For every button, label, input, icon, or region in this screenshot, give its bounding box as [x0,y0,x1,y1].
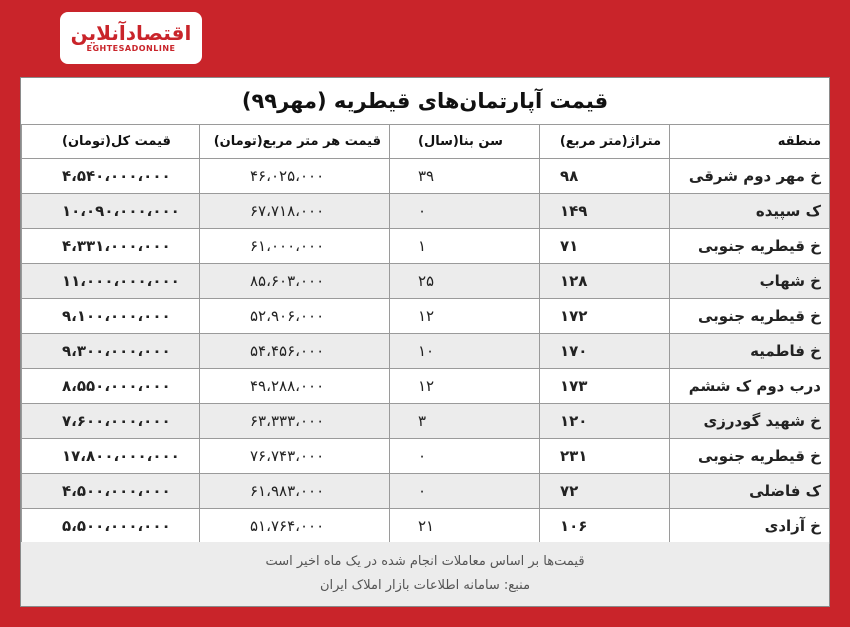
brand-logo[interactable] [60,12,202,64]
table-title: قیمت آپارتمان‌های قیطریه (مهر۹۹) [21,78,829,125]
cell-area: خ قیطریه جنوبی [670,229,830,264]
cell-price-per-meter: ۵۴،۴۵۶،۰۰۰ [200,334,390,369]
cell-size: ۱۷۲ [540,299,670,334]
cell-area: خ شهاب [670,264,830,299]
cell-age: ۱۲ [390,299,540,334]
cell-total-price: ۵،۵۰۰،۰۰۰،۰۰۰ [22,509,200,544]
cell-total-price: ۱۰،۰۹۰،۰۰۰،۰۰۰ [22,194,200,229]
cell-price-per-meter: ۵۲،۹۰۶،۰۰۰ [200,299,390,334]
cell-area: ک فاضلی [670,474,830,509]
footer-note: قیمت‌ها بر اساس معاملات انجام شده در یک ماه اخیر است [265,554,585,569]
cell-total-price: ۴،۵۴۰،۰۰۰،۰۰۰ [22,159,200,194]
cell-total-price: ۱۱،۰۰۰،۰۰۰،۰۰۰ [22,264,200,299]
table-row [22,299,830,334]
cell-size: ۱۰۶ [540,509,670,544]
cell-total-price: ۱۷،۸۰۰،۰۰۰،۰۰۰ [22,439,200,474]
cell-area: خ قیطریه جنوبی [670,439,830,474]
table-row [22,509,830,544]
table-header-row [22,125,830,159]
table-row [22,194,830,229]
cell-price-per-meter: ۴۹،۲۸۸،۰۰۰ [200,369,390,404]
cell-total-price: ۴،۳۳۱،۰۰۰،۰۰۰ [22,229,200,264]
cell-size: ۲۳۱ [540,439,670,474]
cell-area: خ مهر دوم شرقی [670,159,830,194]
table-row [22,334,830,369]
cell-total-price: ۹،۱۰۰،۰۰۰،۰۰۰ [22,299,200,334]
cell-area: خ آزادی [670,509,830,544]
cell-size: ۹۸ [540,159,670,194]
table-row [22,369,830,404]
cell-age: ۳۹ [390,159,540,194]
header-total-price: قیمت کل(تومان) [22,125,200,159]
cell-price-per-meter: ۸۵،۶۰۳،۰۰۰ [200,264,390,299]
table-row [22,229,830,264]
cell-age: ۰ [390,474,540,509]
header-age: سن بنا(سال) [390,125,540,159]
cell-size: ۱۴۹ [540,194,670,229]
cell-age: ۲۱ [390,509,540,544]
cell-price-per-meter: ۶۱،۰۰۰،۰۰۰ [200,229,390,264]
cell-size: ۱۷۰ [540,334,670,369]
cell-size: ۱۲۸ [540,264,670,299]
footer-source: منبع: سامانه اطلاعات بازار املاک ایران [319,578,531,593]
cell-area: خ فاطمیه [670,334,830,369]
cell-price-per-meter: ۶۷،۷۱۸،۰۰۰ [200,194,390,229]
cell-total-price: ۹،۳۰۰،۰۰۰،۰۰۰ [22,334,200,369]
header-size: متراژ(متر مربع) [540,125,670,159]
cell-age: ۱۲ [390,369,540,404]
table-row [22,404,830,439]
cell-age: ۳ [390,404,540,439]
cell-price-per-meter: ۴۶،۰۲۵،۰۰۰ [200,159,390,194]
cell-area: درب دوم ک ششم [670,369,830,404]
cell-area: ک سپیده [670,194,830,229]
cell-total-price: ۷،۶۰۰،۰۰۰،۰۰۰ [22,404,200,439]
table-row [22,264,830,299]
cell-age: ۲۵ [390,264,540,299]
price-table-panel [20,77,830,607]
cell-size: ۷۱ [540,229,670,264]
cell-age: ۱۰ [390,334,540,369]
cell-area: خ قیطریه جنوبی [670,299,830,334]
cell-area: خ شهید گودرزی [670,404,830,439]
cell-size: ۷۲ [540,474,670,509]
cell-age: ۰ [390,439,540,474]
header-area: منطقه [670,125,830,159]
table-row [22,474,830,509]
cell-size: ۱۲۰ [540,404,670,439]
header-price-per-meter: قیمت هر متر مربع(تومان) [200,125,390,159]
cell-price-per-meter: ۵۱،۷۶۴،۰۰۰ [200,509,390,544]
cell-total-price: ۸،۵۵۰،۰۰۰،۰۰۰ [22,369,200,404]
cell-price-per-meter: ۶۱،۹۸۳،۰۰۰ [200,474,390,509]
brand-name-fa: اقتصادآنلاین [70,21,192,45]
cell-size: ۱۷۳ [540,369,670,404]
table-row [22,159,830,194]
cell-price-per-meter: ۶۳،۳۳۳،۰۰۰ [200,404,390,439]
table-footer [21,542,829,606]
cell-price-per-meter: ۷۶،۷۴۳،۰۰۰ [200,439,390,474]
brand-name-en: EGHTESADONLINE [86,44,176,53]
cell-total-price: ۴،۵۰۰،۰۰۰،۰۰۰ [22,474,200,509]
cell-age: ۱ [390,229,540,264]
cell-age: ۰ [390,194,540,229]
price-table [21,124,830,544]
table-row [22,439,830,474]
